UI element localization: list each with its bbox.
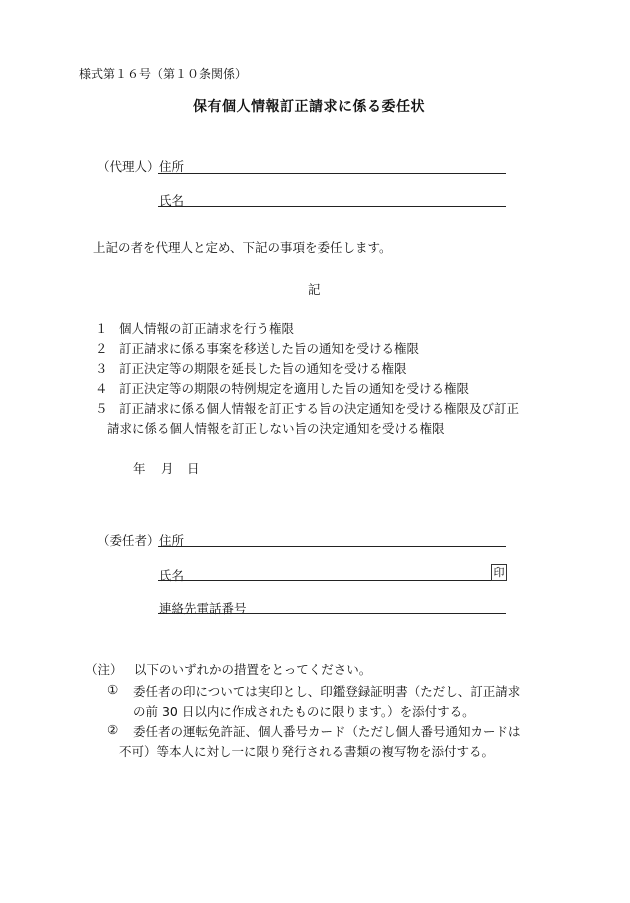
agent-address-label: 住所	[159, 159, 185, 174]
item-number: ５	[95, 401, 108, 416]
item-text: 訂正請求に係る個人情報を訂正する旨の決定通知を受ける権限及び訂正	[119, 401, 520, 416]
date-month-label: 月	[161, 461, 174, 476]
form-number: 様式第１６号（第１０条関係）	[79, 67, 248, 81]
list-item	[95, 339, 419, 357]
principal-phone-label: 連絡先電話番号	[159, 601, 247, 616]
principal-name-field[interactable]	[158, 580, 506, 581]
principal-role-label: （委任者）	[97, 533, 160, 548]
list-item	[95, 399, 519, 417]
item-text: 訂正決定等の期限の特例規定を適用した旨の通知を受ける権限	[119, 381, 470, 396]
note-2-mark: ②	[107, 722, 119, 737]
item-text: 訂正決定等の期限を延長した旨の通知を受ける権限	[119, 361, 407, 376]
item-text-continuation: 請求に係る個人情報を訂正しない旨の決定通知を受ける権限	[107, 421, 445, 436]
list-item	[95, 379, 469, 397]
item-text: 訂正請求に係る事案を移送した旨の通知を受ける権限	[119, 341, 420, 356]
item-number: ４	[95, 381, 108, 396]
agent-name-field[interactable]	[158, 206, 506, 207]
agent-name-label: 氏名	[159, 193, 185, 208]
date-day-label: 日	[187, 461, 200, 476]
note-1-line-1: 委任者の印については実印とし、印鑑登録証明書（ただし、訂正請求	[133, 684, 521, 699]
delegation-statement: 上記の者を代理人と定め、下記の事項を委任します。	[93, 240, 392, 255]
item-number: ２	[95, 341, 108, 356]
notes-intro: 以下のいずれかの措置をとってください。	[134, 662, 372, 677]
item-number: １	[95, 321, 108, 336]
note-2-line-1: 委任者の運転免許証、個人番号カード（ただし個人番号通知カードは	[133, 724, 521, 739]
page-title: 保有個人情報訂正請求に係る委任状	[193, 99, 425, 115]
agent-address-field[interactable]	[158, 173, 506, 174]
principal-address-label: 住所	[159, 533, 185, 548]
note-2-line-2: 不可）等本人に対し一に限り発行される書類の複写物を添付する。	[119, 744, 495, 759]
note-1-mark: ①	[107, 682, 119, 697]
list-item	[95, 319, 294, 337]
principal-name-label: 氏名	[159, 568, 185, 583]
ki-heading: 記	[308, 282, 321, 297]
item-number: ３	[95, 361, 108, 376]
item-text: 個人情報の訂正請求を行う権限	[119, 321, 295, 336]
list-item	[95, 359, 407, 377]
date-year-label: 年	[133, 461, 146, 476]
principal-address-field[interactable]	[158, 546, 506, 547]
agent-role-label: （代理人）	[97, 159, 160, 174]
notes-label: （注）	[85, 662, 123, 677]
note-1-line-2: の前 30 日以内に作成されたものに限ります。）を添付する。	[133, 704, 475, 719]
principal-phone-field[interactable]	[158, 613, 506, 614]
seal-box: 印	[491, 564, 507, 581]
